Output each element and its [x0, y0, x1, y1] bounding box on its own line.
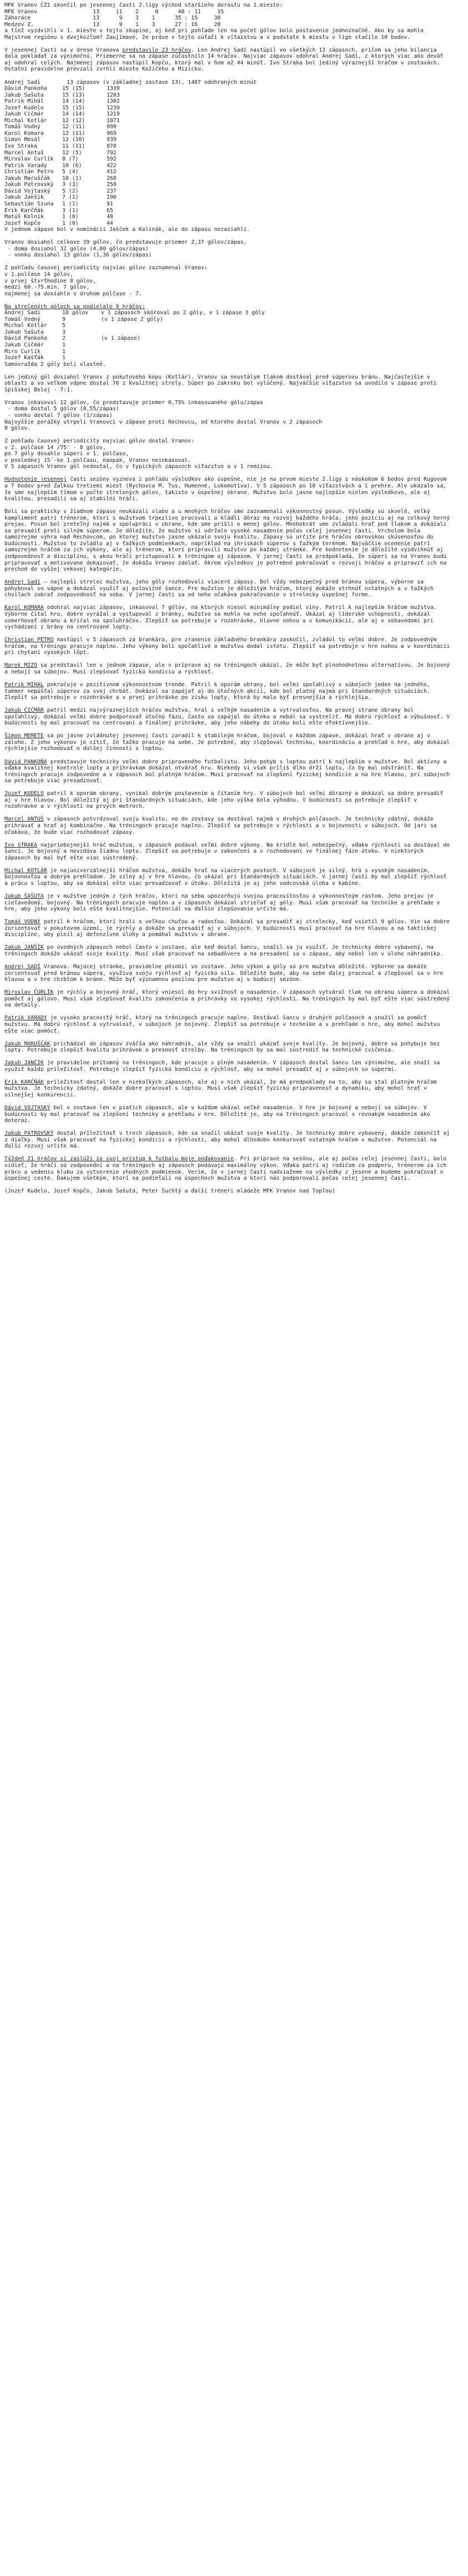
scorer-row [4, 329, 451, 336]
player-row [4, 169, 451, 175]
player-evaluation-name: Dávid VOJTASKÝ [4, 1105, 51, 1111]
player-name: Dávid Vojtaský [4, 188, 51, 194]
player-evaluation-name: Miroslav ČURLÍK [4, 989, 54, 996]
player-name: Ivo Straka [4, 143, 37, 150]
spacer [4, 983, 451, 990]
player-name: Patrik Varady [4, 162, 47, 169]
player-evaluation-name: Jakub JANČIK [4, 1060, 44, 1066]
player-evaluation-name: Jakub PATROVSKÝ [4, 1130, 54, 1137]
player-row [4, 92, 451, 99]
player-evaluation-text: po úvodných zápasoch nebol často v zostave, ale keď dostal šancu, snažil sa ju využiť. Je technicky dobre vybavený, na tréningoch dokáže ukázať svoje kvality. Musí však pracovať na sebadôvere a na presadení sa v zápase, aby nebol len v úlohe náhradníka. [4, 944, 444, 957]
player-evaluation-text: predstavuje technicky veľmi dobre pripraveného futbalistu. Jeho pohyb s loptou patrí k najlepším v mužstve. Bol aktívny a vďaka kvalitnej kontrole lopty a prihrávkam dokázal otvárať hru. Niekedy si však príliš dlho drží loptu, čo by mal odstrániť. Na tréningoch pracuje zodpovedne a v zápasoch bol platným hráčom. Musí pracovať na zlepšení fyzickej kondície a na hre hlavou, pri súbojoch sa potrebuje viac presadzovať. [4, 758, 450, 784]
player-evaluation-text: v zápasoch potvrdzoval svoju kvalitu, no do zostavy sa dostával najmä v druhých polčasoch. Je technicky zdatný, dokáže prihrávať a hrať aj kombinačne. Na tréningoch pracuje naplno. Zlepšiť sa potrebuje v rýchlosti a v bojovnosti v súbojoch. Od jari sa očakáva, že bude viac rozhodovať zápasy. [4, 816, 437, 836]
player-evaluation [4, 1060, 451, 1073]
player-minutes: 1302 [107, 98, 120, 105]
scorer-row [4, 349, 451, 355]
player-name: Jakub Čičmár [4, 111, 44, 118]
scorer-paragraph: Len jediný gól dosiahol Vranov z pokutového kopu (Kotlár). Vranov sa neustálym tlakom dostával pred súperovu bránu. Najčastejšie v oblasti a vo veľkom vápne dostal 70 z kvalitnej strely. Súper po zákroku bol vylúčený. Najväčšie víťazstvo sa uvodilo v zápase proti Spišskej Belej - 7:1. [4, 374, 437, 393]
scorer-name: Michal Kotlár [4, 323, 47, 329]
spacer [4, 913, 451, 919]
player-minutes: 1071 [107, 117, 120, 124]
own-goal-note: Samovražda 2 góly boli vlastné. [4, 361, 106, 368]
player-row [4, 156, 451, 163]
player-evaluation-name: Jozef KUDELO [4, 791, 44, 797]
player-evaluation [4, 1105, 451, 1124]
player-games: 14 (14) [62, 98, 85, 105]
spacer [4, 1034, 451, 1041]
section-lead: časti sezóny vyzneva z pohľadu výsledkov ako úspešne, nie je na prvom mieste 2.ligy s náskokom 6 bodov pred Rugovom a 7 bodov pred Zalkou tretiemi miest (Rychovca M. Tus, Humenné, Lokomotíva). V 5 zápasoch po 10 víťazstvách a 1 prehre. Ale ukázalo sa, že sme najlepším tímom v počte strelených gólov, takisto v úspešnej obrane. Mužstvo bolo jasne najlepšie nielen výsledkovo, ale aj kvalitou, presadili sa aj stabilní hráči. [4, 476, 447, 502]
player-games: 12 (11) [62, 124, 85, 130]
player-name: Šimon Mesáľ [4, 137, 41, 143]
player-evaluation-text: dostal príležitosť v troch zápasoch, kde sa snažil ukázať svoje kvality. Je technicky dobre vybavený, dokáže zakončiť aj z diaľky. Musí však pracovať na fyzickej kondícii a rýchlosti, aby mohol dlhodobo konkurovať ostatným hráčom v mužstve. Potenciál na ďalší rozvoj určite má. [4, 1130, 450, 1150]
player-name: Michal Kotlár [4, 117, 47, 124]
scorer-goals: 1 [62, 341, 66, 348]
player-row [4, 201, 451, 208]
player-row [4, 111, 451, 118]
spacer [4, 502, 451, 509]
player-minutes: 990 [107, 124, 117, 130]
player-games: 3 (3) [62, 182, 79, 188]
player-games: 7 (1) [62, 194, 79, 201]
scorer-row [4, 342, 451, 349]
scorers-header: Na strelených góloch sa podielalo 9 hráčov: [4, 303, 145, 310]
section-body: Boli sa prakticky v žiadnom zápase neukázali slabo a u mnohých hráčov sme zaznamenali výkonnostný posun. Výsledky sú skvelé, veľký kompliment patrí trénerom, ktorí s mužstvom trpezlivo pracovali a kládli dôraz na rozvoj každého hráča, jeho pozíciu aj na celkový herný prejav. Posun bol zreteľný najmä v spolupráci v obrane, kde sme prišli o menej gólov. Mnohokrát sme zvládali hrať pod tlakom a dokázali sa presadiť proti silným súperom. Je dôležité, že mužstvo si udržalo vysoké nasadenie počas celej jesennej časti. Vrcholom bola samozrejme výhra nad Rechovcom, po ktorej mužstvo jasne ukázalo svoju kvalitu. Zápasy sú určite pre hráčov obrovskou skúsenosťou do budúcnosti. Mužstvo to zvládlo aj v ťažkých podmienkach, napríklad na ihriskách súperov s ťažkým terénom. Najväčšie ocenenie patrí samozrejme hráčom za ich výkony, ale aj trénerom, ktorí pripravili mužstvo po každej stránke. Pre hodnotenie je dôležité vyzdvihnúť aj zodpovednosť a disciplínu, s akou hráči pristupovali k tréningom aj zápasom. V jarnej časti sa predpokladá, že súperi sa na Vranov budú pripravovať a motivovane dokazovať, že dokážu Vranov zdolať. Okrem výsledkov je potrebné pokračovať v rozvoji hráčov a pripraviť ich na prechod do vyššej vekovej kategórie. [4, 509, 450, 573]
player-evaluation-name: Tomáš VODNÝ [4, 919, 41, 925]
player-games: 12 (10) [62, 137, 85, 143]
player-row [4, 98, 451, 105]
spacer [4, 656, 451, 663]
player-evaluation-text: sa po jasne zvládnutej jesennej časti zaradil k stabilným hráčom, bojoval v každom zápase, dokázal hrať v obrane aj v zálohe. Z jeho výkonov je cítiť, že ťažko pracuje na sebe. Je potrebné, aby zlepšoval techniku, koordináciu a prehľad o hre, aby dokázal rýchlejšie rozhodovať o ďalšej činnosti s loptou. [4, 733, 450, 752]
player-row [4, 163, 451, 169]
player-name: Jakub Patrovský [4, 182, 54, 188]
player-evaluation [4, 893, 451, 913]
player-name: Jakub Maruščák [4, 175, 51, 182]
player-evaluation [4, 868, 451, 887]
player-games: 12 (12) [62, 117, 85, 124]
scorer-name: Tomáš Vodný [4, 316, 41, 323]
conceded-line: Najvyššie porážky utrpeli Vranovci v zápase proti Rechovcu, od ktorého dostal Vranov v 2 zápasoch [4, 419, 323, 425]
conceded-line: 8 gólov. [4, 425, 31, 432]
section-heading: Hodnotenie jesennej [4, 476, 67, 483]
player-evaluation [4, 989, 451, 1009]
period-line: najmenej sa dosiahlo v druhom polčase - 7. [4, 290, 142, 297]
paragraph-text: . Len Andrej Sadí nastúpil vo všetkých 13 zápasoch, pričom sa jeho bilancia dala pokladať za výnimočnú. Priemerne sa na zápase zúčastnilo 14 hráčov. Najviac zápasov odohral Andrej Sadí, z ktorých viac ako deväť aj odohral celých. Najmenej zápasov nastúpil Kopčo, ktorý mal v ňom až 44 minút. Ivo Straka bol jediný výraznejší hráčom v zostavách. Ostatní pravidelne prevzali zvrhlí miesto Kožičeho a Mizicku. [4, 47, 444, 73]
player-evaluation-name: Andrej SADÍ [4, 964, 41, 970]
conceded-line: Vranov inkasoval 12 gólov, čo predstavuje priemer 0,75% inkasovaného gólu/zápas [4, 399, 263, 406]
player-minutes: 1239 [107, 104, 120, 111]
spacer [4, 1124, 451, 1131]
scorer-name: Miro Čurlík [4, 348, 41, 355]
player-evaluation-name: Jakub JANŠÍK [4, 944, 44, 951]
player-minutes: 190 [107, 194, 117, 201]
spacer [4, 1054, 451, 1060]
closing-paragraph [4, 1156, 451, 1181]
spacer [4, 1009, 451, 1015]
player-evaluation [4, 964, 451, 983]
player-evaluation-name: Patrik MIHAL [4, 681, 44, 688]
player-minutes: 792 [107, 149, 117, 156]
scorer-goals: 5 [62, 323, 66, 329]
player-name: Marcel Antuš [4, 149, 44, 156]
player-row [4, 214, 451, 220]
player-row [4, 194, 451, 201]
player-evaluation-name: Christian PETRO [4, 637, 54, 643]
player-games: 10 (1) [62, 175, 82, 182]
player-name: Erik Karčňák [4, 207, 44, 214]
player-games: 3 (1) [62, 207, 79, 214]
player-evaluation-text: je pravidelne prítomný na tréningoch, kde pracuje s plným nasadením. V zápasoch dostal šancu len výnimočne, ale snaží sa využiť každú príležitosť. Potrebuje zlepšiť fyzickú kondíciu a rýchlosť, aby sa mohol presadiť aj v súbojoch so súpermi. [4, 1060, 440, 1073]
player-evaluation [4, 1130, 451, 1150]
spacer [4, 1073, 451, 1079]
player-evaluation-text: patril k oporám obrany, vynikal dobrým postavením a čítaním hry. V súbojoch bol veľmi dôrazný a dokázal sa dobre presadiť aj v hre hlavou. Bol dôležitý aj pri štandardných situáciách, kde jeho výška bola výhodou. V budúcnosti sa potrebuje zlepšiť v rozohrávke a v rýchlosti na prvých metroch. [4, 791, 444, 810]
spacer [4, 631, 451, 637]
scorer-note: v 1 zápasoch skóroval po 2 góly, v 1 zápase 3 góly [101, 310, 265, 316]
scorer-row [4, 316, 451, 323]
spacer [4, 752, 451, 759]
player-games: 12 (11) [62, 130, 85, 137]
player-evaluation [4, 733, 451, 752]
player-evaluation-text: patril medzi najvýraznejších hráčov mužstva, hral s veľkým nasadením a vytrvalosťou. Na pravej strane obrany bol spoľahlivý, dokázal veľmi dobre podporovať útočnú fázu, často sa zapájal do útoku a nebál sa vystreliť. Má dobrú rýchlosť a výbušnosť. V budúcnosti by mal pracovať na centrovaní a finálnej prihrávke, aby jeho nábehy do útoku boli ešte efektívnejšie. [4, 707, 450, 727]
player-evaluation-name: Michal KOTLÁR [4, 867, 47, 874]
player-minutes: 258 [107, 182, 117, 188]
player-evaluation-name: Karol KOMARA [4, 605, 44, 611]
player-row [4, 118, 451, 124]
player-evaluation [4, 637, 451, 656]
player-name: Patrik Mihál [4, 98, 44, 105]
period-line: v prvej štvrťhodine 8 gólov, [4, 278, 97, 284]
spacer [4, 861, 451, 868]
conceded-periods [4, 445, 451, 470]
intro-line: Záhoráce 13 9 3 1 35 : 15 30 [4, 15, 221, 22]
scorer-goals: 9 [62, 316, 66, 323]
player-name: Karol Komara [4, 130, 44, 137]
scorer-note: (v 1 zápase) [101, 335, 140, 342]
player-evaluation-text: je v mužstve jedným z tých hráčov, ktorí na seba upozorňujú svojou pracovitosťou a výkonnostným rastom. Jeho prejav je cieľavedomý, bojovný. Na tréningoch pracuje naplno a v zápasoch dokázal strieľať aj góly. Musí však pracovať na technike a prehľade v hre, aby jeho výkony boli ešte kvalitnejšie. Potenciál na ďalšie zlepšovanie určite má. [4, 893, 440, 913]
player-evaluation-text: prichádzal do zápasov zväčša ako náhradník, ale vždy sa snažil ukázať svoje kvality. Je bojovný, dobre sa pohybuje bez lopty. Potrebuje zlepšiť kvalitu prihrávok a presnosť strelby. Na tréningoch by sa mal sústrediť na technické cvičenia. [4, 1040, 440, 1054]
player-row [4, 220, 451, 227]
players-header: Andrej Sadí 13 zápasov (v základnej zostave 13), 1407 odohraných minút [4, 79, 257, 85]
intro-line: MFK Vranov CZ1 skončil po jesennej časti 2.ligy východ staršieho dorastu na 1.mieste: [4, 2, 283, 8]
player-evaluation [4, 944, 451, 957]
spacer [4, 675, 451, 682]
player-evaluation-name: Dávid PANKOŇA [4, 758, 47, 765]
spacer [4, 727, 451, 733]
player-evaluation-name: Ivo STRAKA [4, 842, 37, 848]
player-games: 15 (15) [62, 85, 85, 92]
scorer-goals: 3 [62, 329, 66, 335]
player-evaluation-text: príležitosť dostal len v niekoľkých zápasoch, ale aj v nich ukázal, že má predpoklady na to, aby sa stal platným hráčom mužstva. Je technicky zdatný, dokáže dobre pracovať s loptou. Musí však zlepšiť fyzickú pripravenosť a dynamiku, aby mohol hrať v silnejšej konkurencii. [4, 1079, 437, 1098]
spacer [4, 836, 451, 842]
goals-block [4, 239, 451, 259]
spacer [4, 701, 451, 708]
player-games: 14 (14) [62, 111, 85, 118]
paragraph-appearances [4, 47, 451, 73]
player-minutes: 1219 [107, 111, 120, 118]
player-minutes: 870 [107, 143, 117, 150]
closing-heading: Týždeň 21 hráčov si zaslúži za svoj prístup k futbalu moje poďakovanie [4, 1156, 234, 1163]
player-games: 5 (2) [62, 188, 79, 194]
player-row [4, 182, 451, 188]
player-evaluation-text: – najlepší strelec mužstva, jeho góly rozhodovali viaceré zápasy. Bol vždy nebezpečný pred bránou súpera, výborne sa pohyboval vo vápne a dokázal využiť aj polovičné šance. Pre mužstvo je dôležitým hráčom, ktorý dokáže strhnúť ostatných a v ťažkých chvíľach zobrať zodpovednosť na seba. V jarnej časti sa od neho očakáva pokračovanie v strelecky úspešnej forme. [4, 579, 434, 598]
player-evaluation-text: sa predstavil len v jednom zápase, ale v príprave aj na tréningoch ukázal, že môže byť plnohodnotnou alternatívou. Je bojovný a nebojí sa súbojov. Musí zlepšovať fyzickú kondíciu a rýchlosť. [4, 662, 450, 675]
player-row [4, 188, 451, 195]
scorer-row [4, 310, 451, 316]
scorer-row [4, 335, 451, 342]
player-games: 12 (5) [62, 149, 82, 156]
spacer [4, 957, 451, 964]
player-evaluation-text: je vysoko pracovitý hráč, ktorý na tréningoch pracuje naplno. Dostával šancu v druhých polčasoch a snažil sa pomôcť mužstvu. Má dobrú rýchlosť a vytrvalosť, v súbojoch je bojovný. Zlepšiť sa potrebuje v technike a v prehľade o hre, aby mohol mužstvu ešte viac pomôcť. [4, 1015, 440, 1034]
player-minutes: 268 [107, 175, 117, 182]
player-minutes: 592 [107, 156, 117, 163]
spacer [4, 887, 451, 893]
player-evaluation-name: Jakub ŠAŠUTA [4, 893, 44, 900]
conceded-line: - vonku dostal 7 gólov (1/zápas) [4, 412, 113, 419]
period-line: medzi 60.-75.min. 7 gólov, [4, 284, 90, 291]
player-evaluation [4, 1015, 451, 1034]
player-row [4, 130, 451, 137]
player-evaluation-name: Šimon MEMETE [4, 733, 44, 739]
player-evaluation-text: bol v zostave len v piatich zápasoch, ale v každom ukázal veľké nasadenie. V hre je bojovný a nebojí sa súbojov. V budúcnosti by mal pracovať na zlepšení techniky a prehľadu v hre. Dôležité je, aby na tréningoch pracoval s rovnakým nasadením ako doteraz. [4, 1105, 430, 1124]
player-minutes: 422 [107, 162, 117, 169]
player-evaluation [4, 1079, 451, 1099]
player-evaluation-name: Andrej Sadí [4, 579, 41, 586]
intro-line: MFK Vranov 13 11 2 0 48 : 11 35 [4, 8, 224, 15]
player-evaluation-name: Jakub MARUŠČÁK [4, 1040, 51, 1047]
goals-line: - vonku dosiahol 13 gólov (1,36 gólov/zápas) [4, 252, 152, 259]
scorer-name: Jakub Čičmár [4, 341, 44, 348]
scorer-name: Jakub Šašuta [4, 329, 44, 335]
conceded-period-line: po 7 góly dosahlo súperi v 1. polčase, [4, 451, 129, 457]
player-evaluation [4, 842, 451, 862]
player-games: 11 (11) [62, 143, 85, 150]
closing-text: . Pri príprave na sezónu, ale aj počas celej jesennej časti, bolo vidieť, že hráči sú zodpovední a na tréningoch aj zápasoch podávajú maximálny výkon. Vďaka patrí aj rodičom za podporu, trénerom za ich prácu a vedeniu klubu za vytvorenie vhodných podmienok. Verím, že v jarnej časti nadviažeme na výsledky z jesene a budeme pokračovať v úspešnej ceste. Ďakujem všetkým, ktorí sa podieľali na úspechoch mužstva a ktorí nás podporovali počas celej jesennej časti. [4, 1156, 447, 1182]
player-evaluation [4, 605, 451, 630]
paragraph-text: V jesennej časti sa v drese Vranova [4, 47, 123, 53]
conceded-period-line: V 5 zápasoch Vranov gól nedostal, čo v typických zápasoch víťazstvo a v 1 remízou. [4, 464, 273, 470]
player-games: 15 (13) [62, 92, 85, 98]
player-row [4, 143, 451, 150]
spacer [4, 1099, 451, 1105]
player-evaluation-text: Vranova. Majúcej stránke, pravidelne pôsobil vo zostave. Jeho výkon a góly sú pre mužstvo dôležité. Výborne sa dokáže zorientovať pred bránou súpera, využíva svoju rýchlosť aj fyzickú silu. Dôležité bude, aby na sebe ďalej pracoval a zlepšoval sa v hre hlavou a v hre chrbtom k bráne. Môže byť významnou posilou pre mužstvo aj v budúcej sezóne. [4, 964, 444, 983]
scorer-row [4, 323, 451, 329]
paragraph-highlight: predstavilo 23 hráčov [122, 47, 192, 53]
scorer-periods [4, 271, 451, 297]
player-games: 5 (4) [62, 169, 79, 175]
player-minutes: 939 [107, 137, 117, 143]
player-minutes: 65 [107, 207, 113, 214]
player-evaluation-text: pokračuje v pozitívnom výkonnostnom trende. Patril k oporám obrany, bol veľmi spoľahlivý v súbojoch jeden na jedného, takmer nepúšťal súperov za svoj chrbát. Dokázal sa zapájať aj do útočných akcií, kde bol platný najmä pri štandardných situáciách. Zlepšiť sa potrebuje v rozohrávke a v prvej prihrávke po zisku lopty, ktorá by mala byť presnejšia a rýchlejšia. [4, 681, 430, 701]
player-row [4, 137, 451, 143]
goals-line: Vranov dosiahol celkove 39 gólov, čo predstavuje priemer 2,37 gólov/zápas, [4, 239, 247, 246]
player-games: 1 (1) [62, 200, 79, 207]
conceded-period-line: v 2. polčase 14 /75' - 8 gólov, [4, 444, 106, 451]
scorer-goals: 1 [62, 355, 66, 361]
player-minutes: 91 [107, 200, 113, 207]
player-evaluation-name: Marek MIZO [4, 662, 37, 669]
player-evaluation-text: je rýchly a bojovný hráč, ktorý vniesol do hry svižnosť a nasadenie. V zápasoch vytváral tlak na obranu súpera a dokázal pomôcť aj gólovo. Musí však zlepšovať kvalitu zakončenia a prihrávky vo vysokej rýchlosti. Na tréningoch by mal byť ešte viac sústredený na detaily. [4, 989, 450, 1009]
player-minutes: 48 [107, 214, 113, 220]
section-paragraph [4, 476, 451, 502]
player-row [4, 124, 451, 130]
player-name: Matúš Kolník [4, 214, 44, 220]
player-name: Miroslav Čurlík [4, 156, 54, 163]
player-minutes: 969 [107, 130, 117, 137]
spacer [4, 784, 451, 791]
player-evaluation-text: nastúpil v 5 zápasoch za brankára, pre zranenie základného brankára zaskočil, zvládol to veľmi dobre. Je zodpovedným hráčom, na tréningu pracuje naplno. Jeho výkony boli spoľahlivé a mužstvu dodal istotu. Zlepšiť sa potrebuje v hre nohou a v koordinácii pri chytaní vysokých lôpt. [4, 637, 450, 656]
player-evaluation [4, 919, 451, 938]
player-evaluation [4, 579, 451, 598]
player-evaluation [4, 707, 451, 727]
conceded-line: - doma dostal 5 gólov (0,55/zápas) [4, 406, 119, 412]
intro-line: Majstrom regiónu s dvojkozľom? Zaujímavé, že práve v tejto súťaži k víťazstvu a v podstate k miestu v lige stačilo 10 bodov. [4, 34, 411, 41]
player-evaluation [4, 1041, 451, 1054]
player-evaluation-name: Marcel ANTUŠ [4, 816, 44, 823]
intro-line: a tiež vyzdvihli v 1. mieste v tejto skupine, aj keď pri pohľade len na počet gólov bolo postavenie jednoznačné. Ako by sa mohlo [4, 28, 424, 34]
player-evaluation-text: najpriebojnejší hráč mužstva, v zápasoch podával veľmi dobré výkony. Na krídle bol nebezpečný, vďaka rýchlosti sa dostával do šancí. Je bojovný a nevzdáva žiadnu loptu. Zlepšiť sa potrebuje v zakončení a v rozhodovaní vo finálnej fáze útoku. V niektorých zápasoch by mal byť ešte viac sústredený. [4, 842, 450, 861]
period-line: v 1.polčase 14 gólov, [4, 271, 73, 278]
player-name: Jakub Šašuta [4, 92, 44, 98]
player-evaluation [4, 759, 451, 784]
scorer-goals: 2 [62, 335, 66, 342]
players-note: V jednom zápase bol v nominácii Jašček a Kalinák, ale do zápasu nezasiahli. [4, 227, 250, 233]
evaluation-sections [4, 476, 451, 572]
player-name: Jozef Kopčo [4, 220, 41, 227]
player-name: Tomáš Vodný [4, 124, 41, 130]
player-minutes: 44 [107, 220, 113, 227]
player-evaluation-name: Jakub ČIČMÁR [4, 707, 44, 714]
conceded-block [4, 400, 451, 432]
conceded-period-line: v poslednej 15´-ke 1.polčasu, naopak, Vranov neinkasoval. [4, 457, 192, 464]
intro-line: Medzev Z. 13 9 1 3 27 : 16 28 [4, 21, 221, 28]
spacer [4, 810, 451, 817]
player-games: 1 (0) [62, 220, 79, 227]
document-page [0, 0, 455, 1195]
goals-line: - doma dosiahol 32 gólov (4,00 gólov/zápas) [4, 245, 149, 252]
player-name: Jozef Kudelo [4, 104, 44, 111]
player-row [4, 150, 451, 157]
player-evaluation-name: Patrik VARADY [4, 1015, 47, 1022]
player-evaluation [4, 682, 451, 701]
scorer-goals: 18 gólov [62, 310, 89, 316]
player-games: 10 (6) [62, 162, 82, 169]
players-table [4, 85, 451, 227]
player-name: Christián Petro [4, 169, 54, 175]
spacer [4, 1150, 451, 1156]
player-name: Dávid Pankoňa [4, 85, 47, 92]
player-games: 1 (0) [62, 214, 79, 220]
scorers-table [4, 310, 451, 361]
signature: (Jozef Kudelo, Jozef Kopčo, Jakub Šašuta, Peter Šuchtý a ďalší tréneri mládeže MFK Vranov nad Topľou) [4, 1188, 335, 1195]
intro-block [4, 2, 451, 41]
player-row [4, 85, 451, 92]
player-evaluation-text: odohral najviac zápasov, inkasoval 7 gólov, na ktorých niesol minimálny podiel viny. Patril k najlepším hráčom mužstva. Výborne čítal hru, dobre vyrážal a vystupoval z bránky, mužstvo sa mohlo na neho spoľahnúť. Ukázal aj líderské schopnosti, dokázal usmerňovať obranu a kričal na spoluhráčov. Zlepšiť sa potrebuje v rozohrávke, hlavne nohou a v komunikácii, ale aj v sebavedomí pri vychádzaní z brány na centrované lopty. [4, 605, 437, 631]
player-minutes: 412 [107, 169, 117, 175]
scorer-note: (v 1 zápase 2 góly) [101, 316, 164, 323]
scorer-goals: 1 [62, 348, 66, 355]
player-evaluation-name: Erik KARČŇÁK [4, 1079, 44, 1085]
spacer [4, 938, 451, 945]
scorer-name: Andrej Sadí [4, 310, 41, 316]
player-row [4, 105, 451, 112]
player-evaluation [4, 816, 451, 836]
player-evaluation [4, 791, 451, 810]
scorer-name: Dávid Pankoňa [4, 335, 47, 342]
player-name: Sebastián Szuna [4, 200, 54, 207]
player-evaluation-text: patril k hráčom, ktorí hrali s veľkou chuťou a radosťou. Dokázal sa presadiť aj strelecky, keď vsietil 9 gólov. Vie sa dobre zorientovať v pokutovom území, je rýchly a dokáže sa presadiť aj v súbojoch. V budúcnosti musí pracovať na hre hlavou a na taktickej disciplíne, aby plnil aj defenzívne úlohy a pomáhal mužstvu v obrane. [4, 919, 450, 938]
player-games: 15 (15) [62, 104, 85, 111]
player-games: 8 (7) [62, 156, 79, 163]
player-evaluation [4, 662, 451, 675]
conceded-periods-intro: Z pohľadu časovej periodicity najviac gólov dostal Vranov: [4, 438, 195, 445]
scorers-periods-intro: Z pohľadu časovej periodicity najviac gólov zaznamenal Vranov: [4, 265, 208, 271]
scorer-row [4, 355, 451, 361]
spacer [4, 598, 451, 605]
player-evaluation-text: je najuniverzálnejší hráčom mužstva, dokáže hrať na viacerých postoch. V súbojoch je silný, hrá s vysokým nasadením, bojovnosťou a dobrým prehľadom. Je silný aj v hre hlavou, čo ukázal pri štandardných situáciách. V jarnej časti by mal zlepšiť rýchlosť a prácu s loptou, aby sa dokázal ešte viac presadzovať v útoku. Dôležitá je aj jeho vodcovská úloha v kabíne. [4, 867, 447, 887]
player-minutes: 1203 [107, 92, 120, 98]
player-minutes: 1339 [107, 85, 120, 92]
scorer-name: Jozef Kašťák [4, 355, 44, 361]
player-minutes: 237 [107, 188, 117, 194]
player-evaluations [4, 579, 451, 1156]
player-row [4, 175, 451, 182]
player-row [4, 208, 451, 214]
player-name: Jakub Janšík [4, 194, 44, 201]
